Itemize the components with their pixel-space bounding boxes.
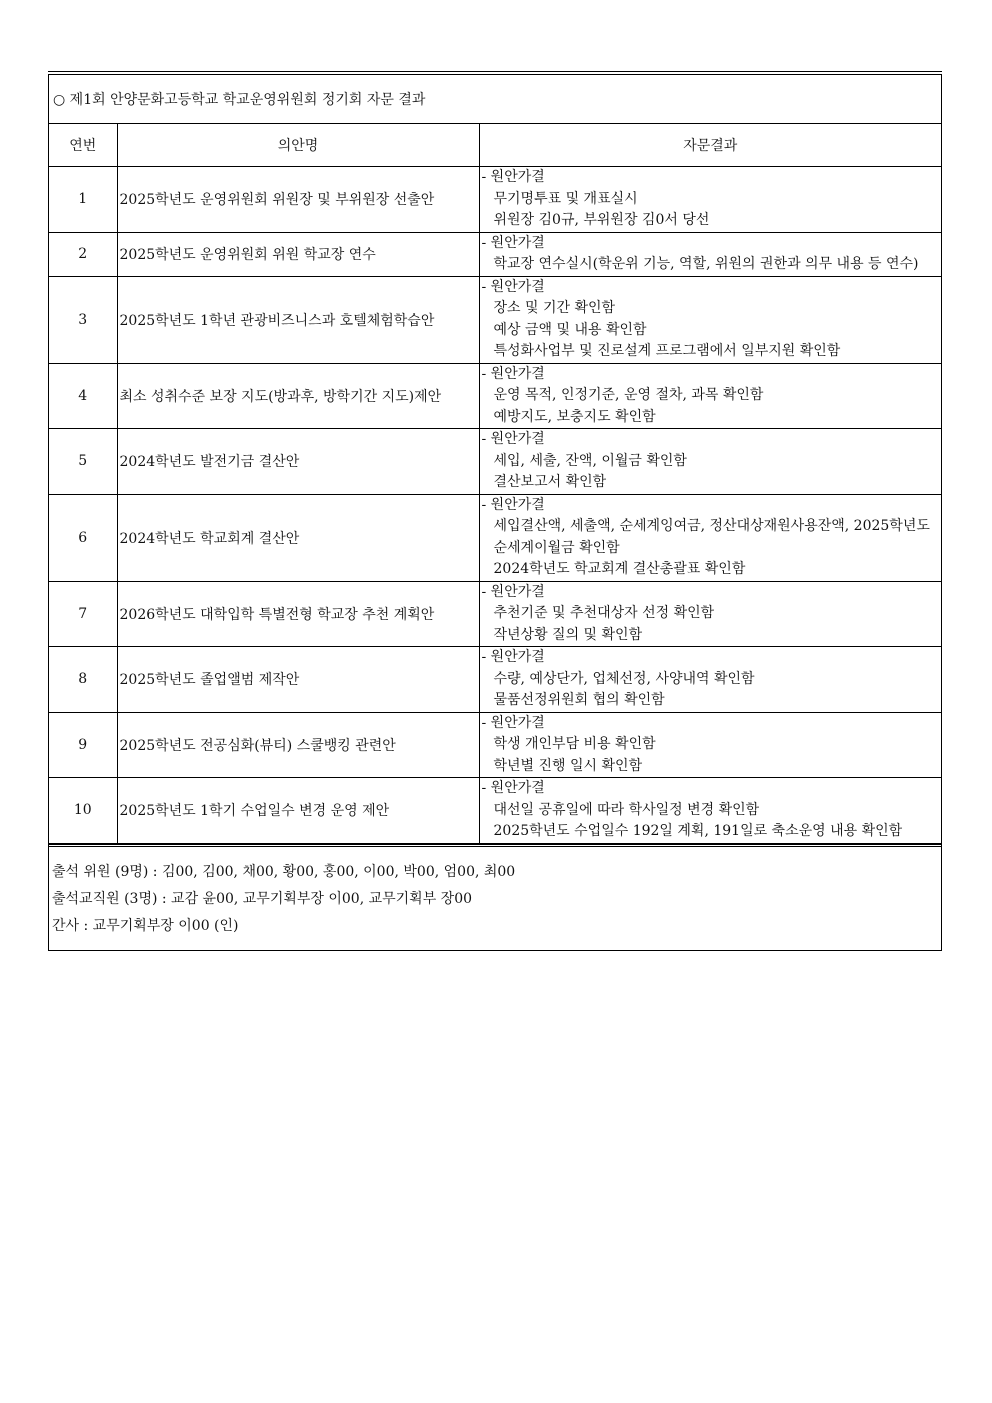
agenda-name: 2025학년도 1학년 관광비즈니스과 호텔체험학습안 xyxy=(117,276,479,363)
header-no: 연번 xyxy=(49,124,117,167)
result-status: - 원안가결 xyxy=(481,431,545,447)
table-row xyxy=(49,494,941,581)
document-title: ○ 제1회 안양문화고등학교 학교운영위원회 정기회 자문 결과 xyxy=(49,75,941,124)
result-detail: 세입, 세출, 잔액, 이월금 확인함 xyxy=(493,452,687,469)
table-row xyxy=(49,712,941,778)
result-detail: 수량, 예상단가, 업체선정, 사양내역 확인함 xyxy=(493,670,755,687)
row-number: 1 xyxy=(49,167,117,233)
row-number: 5 xyxy=(49,429,117,495)
consultation-result xyxy=(479,712,941,778)
result-detail: 특성화사업부 및 진로설계 프로그램에서 일부지원 확인함 xyxy=(493,343,841,359)
result-status: - 원안가결 xyxy=(481,169,545,185)
attendance-members: 출석 위원 (9명) : 김00, 김00, 채00, 황00, 홍00, 이00, 박00, 엄00, 최00 xyxy=(52,863,516,880)
result-detail: 세입결산액, 세출액, 순세계잉여금, 정산대상재원사용잔액, 2025학년도 순세계이월금 확인함 xyxy=(493,518,930,556)
row-number: 7 xyxy=(49,581,117,647)
row-number: 8 xyxy=(49,647,117,713)
result-detail: 학교장 연수실시(학운위 기능, 역할, 위원의 권한과 의무 내용 등 연수) xyxy=(493,256,919,272)
header-result: 자문결과 xyxy=(479,124,941,167)
table-row xyxy=(49,232,941,276)
consultation-result xyxy=(479,232,941,276)
result-detail: 운영 목적, 인정기준, 운영 절차, 과목 확인함 xyxy=(493,387,764,403)
header-agenda: 의안명 xyxy=(117,124,479,167)
result-status: - 원안가결 xyxy=(481,714,545,731)
result-detail: 학년별 진행 일시 확인함 xyxy=(493,757,643,774)
agenda-name: 2025학년도 운영위원회 위원 학교장 연수 xyxy=(117,232,479,276)
table-row xyxy=(49,429,941,495)
result-detail: 예상 금액 및 내용 확인함 xyxy=(493,321,647,338)
consultation-result xyxy=(479,276,941,363)
agenda-name: 2024학년도 학교회계 결산안 xyxy=(117,494,479,581)
result-detail: 2024학년도 학교회계 결산총괄표 확인함 xyxy=(493,561,746,577)
row-number: 3 xyxy=(49,276,117,363)
agenda-name: 2026학년도 대학입학 특별전형 학교장 추천 계획안 xyxy=(117,581,479,647)
top-rule xyxy=(48,71,942,72)
result-status: - 원안가결 xyxy=(481,365,545,382)
agenda-table xyxy=(49,124,941,844)
table-row xyxy=(49,276,941,363)
consultation-result-table xyxy=(48,74,942,951)
result-status: - 원안가결 xyxy=(481,278,545,295)
table-row xyxy=(49,363,941,429)
table-row xyxy=(49,647,941,713)
secretary: 간사 : 교무기획부장 이00 (인) xyxy=(52,917,239,934)
result-status: - 원안가결 xyxy=(481,649,545,665)
row-number: 2 xyxy=(49,232,117,276)
result-detail: 물품선정위원회 협의 확인함 xyxy=(493,692,665,708)
consultation-result xyxy=(479,778,941,844)
table-row xyxy=(49,581,941,647)
consultation-result xyxy=(479,167,941,233)
result-detail: 위원장 김0규, 부위원장 김0서 당선 xyxy=(493,212,710,228)
attendance-staff: 출석교직원 (3명) : 교감 윤00, 교무기획부장 이00, 교무기획부 장00 xyxy=(52,890,473,907)
agenda-rows xyxy=(49,167,941,844)
header-row xyxy=(49,124,941,167)
consultation-result xyxy=(479,429,941,495)
result-detail: 예방지도, 보충지도 확인함 xyxy=(493,408,656,425)
result-status: - 원안가결 xyxy=(481,496,545,513)
consultation-result xyxy=(479,581,941,647)
row-number: 9 xyxy=(49,712,117,778)
result-detail: 대선일 공휴일에 따라 학사일정 변경 확인함 xyxy=(493,801,760,818)
result-detail: 작년상황 질의 및 확인함 xyxy=(493,626,643,643)
result-detail: 무기명투표 및 개표실시 xyxy=(493,190,638,207)
table-row xyxy=(49,167,941,233)
result-detail: 결산보고서 확인함 xyxy=(493,474,607,490)
attendance-section xyxy=(49,844,941,950)
consultation-result xyxy=(479,494,941,581)
agenda-name: 최소 성취수준 보장 지도(방과후, 방학기간 지도)제안 xyxy=(117,363,479,429)
result-detail: 학생 개인부담 비용 확인함 xyxy=(493,736,656,752)
agenda-name: 2025학년도 졸업앨범 제작안 xyxy=(117,647,479,713)
result-status: - 원안가결 xyxy=(481,234,545,251)
row-number: 10 xyxy=(49,778,117,844)
row-number: 4 xyxy=(49,363,117,429)
consultation-result xyxy=(479,647,941,713)
table-row xyxy=(49,778,941,844)
agenda-name: 2024학년도 발전기금 결산안 xyxy=(117,429,479,495)
result-detail: 장소 및 기간 확인함 xyxy=(493,300,616,316)
result-detail: 2025학년도 수업일수 192일 계획, 191일로 축소운영 내용 확인함 xyxy=(493,823,903,839)
row-number: 6 xyxy=(49,494,117,581)
agenda-name: 2025학년도 운영위원회 위원장 및 부위원장 선출안 xyxy=(117,167,479,233)
agenda-name: 2025학년도 전공심화(뷰티) 스쿨뱅킹 관련안 xyxy=(117,712,479,778)
consultation-result xyxy=(479,363,941,429)
result-status: - 원안가결 xyxy=(481,780,545,796)
agenda-name: 2025학년도 1학기 수업일수 변경 운영 제안 xyxy=(117,778,479,844)
result-detail: 추천기준 및 추천대상자 선정 확인함 xyxy=(493,605,715,621)
result-status: - 원안가결 xyxy=(481,583,545,600)
